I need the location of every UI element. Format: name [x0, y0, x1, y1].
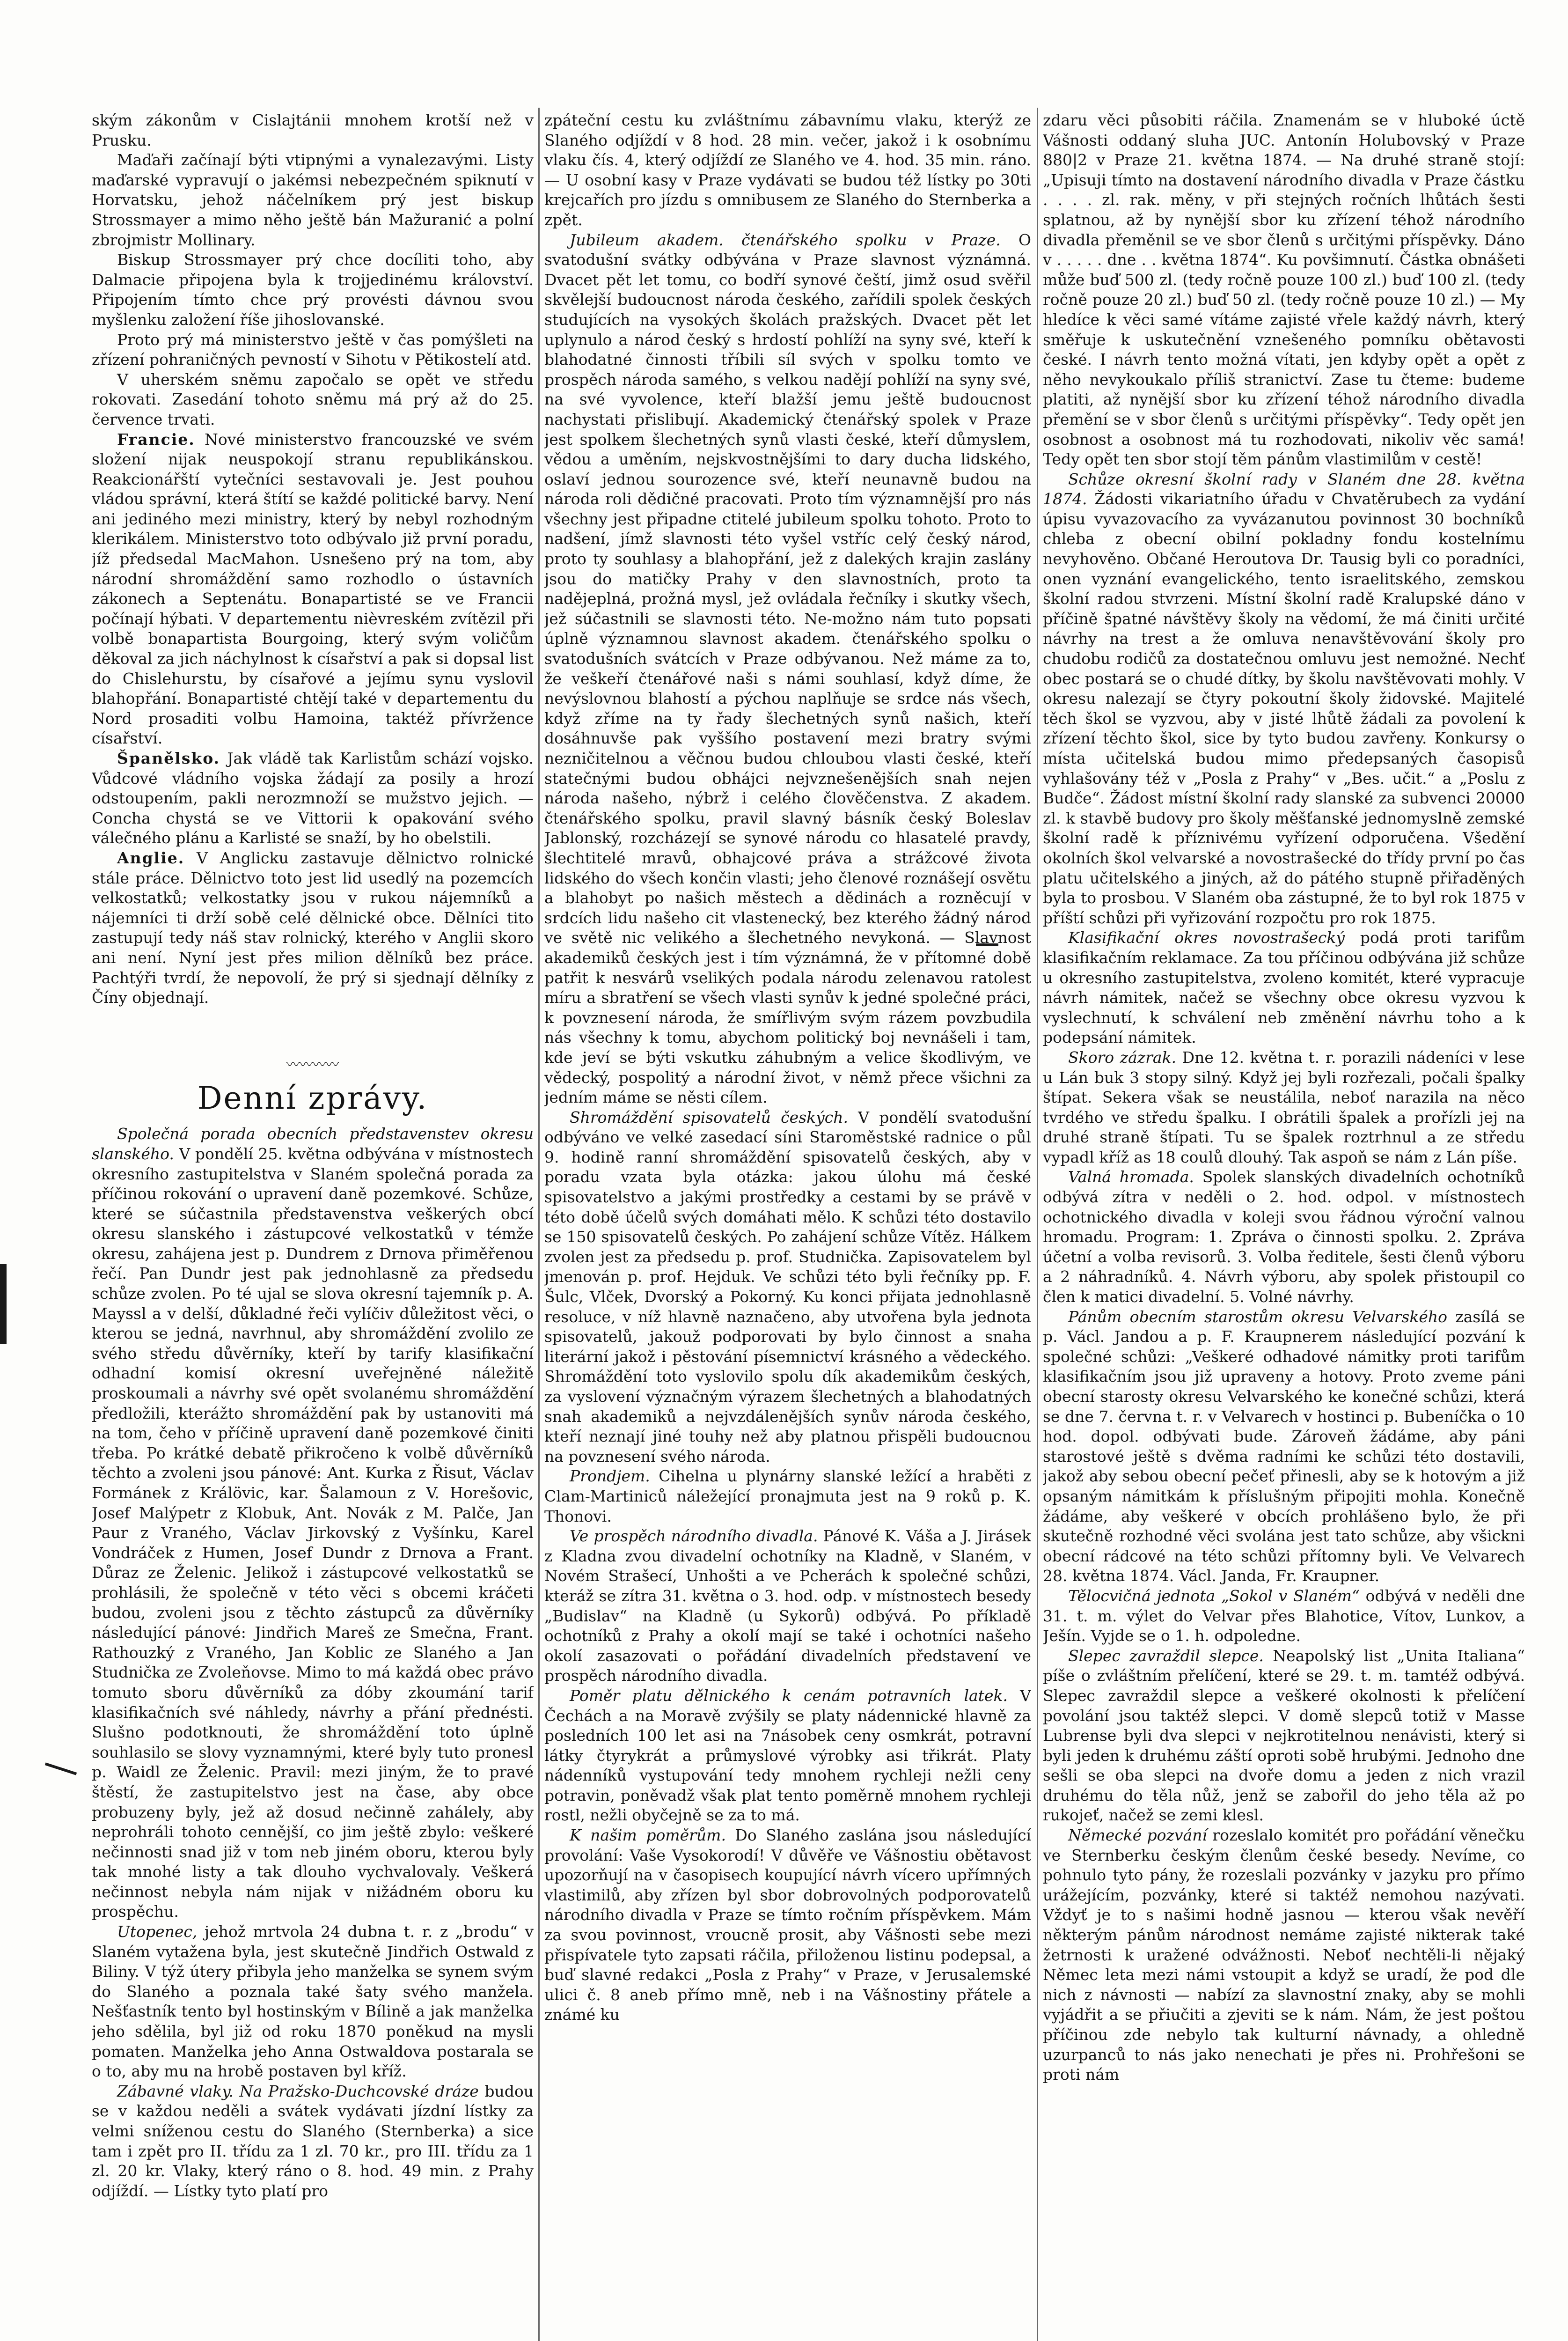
column-2: [544, 110, 1031, 2341]
article-paragraph: ským zákonům v Cislajtánii mnohem krotší než v Prusku.: [92, 111, 534, 149]
news-item-text: zasílá se p. Václ. Jandou a p. F. Kraupnerem následující pozvání k společné schůzi: „Veškeré odhadové námitky proti tarifům klasifikačním jsou již upraveny a hotovy. Proto zveme páni obecní starosty okresu Velvarského ke konečné schůzi, která se dne 7. června t. r. v Velvarech v hostinci p. Bubeníčka o 10 hod. dopol. odbývati bude. Zároveň žádáme, aby páni starostové ještě s dvěma radními ke schůzi této dostavili, jakož aby sebou obecní pečeť přinesli, aby se k hotovým a již opsaným námitkám k příslušným připojiti mohla. Konečně žádáme, aby veškeré v obcích prohlášeno bylo, že při skutečně rozhodné věci svolána jest tato schůze, aby všickni obecní rádcové na této schůzi přítomny byli. Ve Velvarech 28. května 1874. Václ. Janda, Fr. Kraupner.: [1043, 1307, 1525, 1585]
column-3: [1043, 110, 1525, 2341]
news-item-title: Valná hromada.: [1068, 1168, 1194, 1186]
news-item: [544, 1826, 1031, 2025]
news-item-title: Zábavné vlaky. Na Pražsko-Duchcovské dráze: [117, 2082, 479, 2100]
news-item-text: Pánové K. Váša a J. Jirásek z Kladna zvou divadelní ochotníky na Kladně, v Slaném, v Novém Strašecí, Unhošti a ve Pcherách k společné schůzi, kteráž se zítra 31. května o 3. hod. odp. v místnostech besedy „Budislav“ na Kladně (u Sykorů) odbývá. Po příkladě ochotníků z Prahy a okolí mají se také i ochotníci našeho okolí zasazovati o pořádání divadelních představení ve prospěch národního divadla.: [544, 1527, 1031, 1685]
column-rule: [538, 108, 540, 2341]
news-item: [1043, 1167, 1525, 1307]
news-item: [92, 1922, 534, 2082]
news-item-text: budou se v každou neděli a svátek vydávati jízdní lístky za velmi sníženou cestu do Slaného (Sternberka) a sice tam i zpět pro II. třídu za 1 zl. 70 kr., pro III. třídu za 1 zl. 20 kr. Vlaky, který ráno o 8. hod. 49 min. z Prahy odjíždí. — Lístky tyto platí pro: [92, 2082, 534, 2200]
article-text: V Anglicku zastavuje dělnictvo rolnické stále práce. Dělnictvo toto jest lid usedlý na pozemcích velkostatků; velkostatky jsou v rukou nájemníků a nájemníci ti drží sobě celé dělnické obce. Dělníci tito zastupují tedy náš stav rolnický, kterého v Anglii skoro ani není. Nyní jest přes milion dělníků bez práce. Pachtýři tvrdí, že nepovolí, že prý si sjednají dělníky z Číny objednají.: [92, 848, 534, 1007]
section-ornament: 〰〰〰〰: [286, 1056, 339, 1072]
article-paragraph: [92, 848, 534, 1008]
news-item: [544, 1686, 1031, 1826]
article-text: Nové ministerstvo francouzské ve svém složení nijak neuspokojí stranu republikánskou. Reakcionářští vytečníci sestavovali je. Jest pouhou vládou správní, která štítí se každé politické barvy. Není ani jediného mezi ministry, který by nebyl rozhodným klerikálem. Ministerstvo toto odbývalo již první poradu, jíž předsedal MacMahon. Usnešeno prý na tom, aby národní shromáždění samo rozhodlo o ústavních zákonech a Septenátu. Bonapartisté se ve Francii počínají hýbati. V departementu nièvreském zvítězil při volbě bonapartista Bourgoing, který svým voličům děkoval za jich náchylnost k císařství a pak si dopsal list do Chislehurstu, by císařové a jejímu synu vyslovil blahopřání. Bonapartisté chtějí také v departementu du Nord prosaditi volbu Hamoina, taktéž přívržence císařství.: [92, 430, 534, 748]
news-item-text: V Čechách a na Moravě zvýšily se platy nádennické hlavně za posledních 100 let asi na 7násobek ceny osmkrát, potravní látky čtyrykrát a průmyslové výrobky asi třikrát. Platy nádenníků vystupování tedy mnohem rychleji nežli ceny potravin, poněvadž však plat tento poměrně mnohem rychleji rostl, nežli obyčejně se za to má.: [544, 1686, 1031, 1825]
article-paragraph: [92, 749, 534, 848]
news-item-title: Jubileum akadem. čtenářského spolku v Praze.: [570, 230, 1001, 249]
news-item-title: Schůze okresní školní rady v Slaném dne 28. května 1874.: [1043, 470, 1525, 508]
news-item: [92, 1124, 534, 1922]
news-item: [1043, 1586, 1525, 1646]
news-item-title: Skoro zázrak.: [1068, 1048, 1177, 1067]
article-paragraph: [92, 430, 534, 749]
country-heading: Španělsko.: [117, 749, 220, 767]
column-rule: [1037, 108, 1038, 2341]
news-item-text: podá proti tarifům klasifikačním reklamace. Za tou příčinou odbývána již schůze u okresního zastupitelstva, zvoleno komitét, které vypracuje návrh námitek, načež se všechny obce okresu vyzvou k vyslechnutí, k schválení neb změnění návrhu toho a k podepsání námitek.: [1043, 928, 1525, 1047]
news-item-text: V pondělí svatodušní odbýváno ve velké zasedací síni Staroměstské radnice o půl 9. hodině ranní shromáždění spisovatelů českých, aby v poradu vzata byla otázka: jakou úlohu má české spisovatelstvo a jakými prostředky a cestami by se právě v této době účelů svých domáhati mělo. K schůzi této dostavilo se 150 spisovatelů českých. Po zahájení schůze Vítěz. Hálkem zvolen jest za předsedu p. prof. Studnička. Zapisovatelem byl jmenován p. prof. Hejduk. Ve schůzi této byli řečníky pp. F. Šulc, Vlček, Dvorský a Pokorný. Ku konci přijata jednohlasně resoluce, v níž hlavně naznačeno, aby utvořena byla jednota spisovatelů, jakouž podporovati by bylo činnost a snaha literární jakož i pěstování písemnictví krásného a vědeckého. Shromáždění toto vyslovilo spolu dík akademikům českých, za vyslovení význačným výrazem šlechetných a blahodatných snah akademiků a nejvzdálenějších synův národa českého, kteří neznají jiné touhy než aby platnou přispěli budoucnou na povznesení svého národa.: [544, 1108, 1031, 1465]
news-item-text: Žádosti vikariatního úřadu v Chvatěrubech za vydání úpisu vyvazovacího za vyvázanutou povinnost 30 bochníků chleba z obecní obilní pokladny fondu kostelnímu nevyhověno. Občané Heroutova Dr. Tausig byli co poradníci, onen vyznání evangelického, tento israelitského, zemskou školní radou stvrzeni. Místní školní radě Kralupské dáno v příčině špatné návštěvy školy na vědomí, že má činiti určité návrhy na trest a že omluva nenavštěvování školy pro chudobu rodičů za dostatečnou omluvu jest nemožné. Nechť obec postará se o chudé dítky, by školu navštěvovati mohly. V okresu nalezají se čtyry pokoutní školy židovské. Majitelé těch škol se vyzvou, aby v jisté lhůtě žádali za povolení k zřízení těchto škol, sice by tyto budou zavřeny. Konkursy o místa učitelská budou mimo předepsaných časopisů vyhlašovány též v „Posla z Prahy“ v „Bes. učit.“ a „Poslu z Budče“. Žádost místní školní rady slanské za subvenci 20000 zl. k stavbě budovy pro školy měšťanské jednomyslně zemské školní radě k příznivému vyřízení odporučena. Všedění okolních škol velvarské a novostrašecké do třídy první po čas platu učitelského a jiných, až do pátého stupně přiřaděných byla to prosbou. V Slaném oba zástupné, že to byl rok 1875 v příští schůzi při vyřizování rozpočtu pro rok 1875.: [1043, 490, 1525, 927]
scan-artifact-mark: [45, 1762, 77, 1775]
news-item-title: Prondjem.: [570, 1467, 650, 1486]
country-heading: Francie.: [117, 430, 195, 449]
news-item-title: Utopenec,: [117, 1922, 198, 1941]
article-paragraph: zdaru věci působiti ráčila. Znamenám se v hluboké úctě Vášnosti oddaný sluha JUC. Antonín Holubovský v Praze 880|2 v Praze 21. května 1874. — Na druhé straně stojí: „Upisuji tímto na dostavení národního divadla v Praze částku . . . . zl. rak. měny, v při stejných ročních lhůtách šesti splatnou, až by nynější sbor ku zřízení téhož národního divadla přeměnil se ve sbor členů s určitými příspěvky. Dáno v . . . . . dne . . května 1874“. Ku povšimnutí. Částka obnášeti může buď 500 zl. (tedy ročně pouze 100 zl.) buď 100 zl. (tedy ročně pouze 20 zl.) buď 50 zl. (tedy ročně pouze 10 zl.) — My hledíce k věci samé vítáme zajisté vřele každý návrh, který směřuje k uskutečnění vznešeného pomníku obětavosti české. I návrh tento možná vítati, jen kdyby opět a opět z něho nevykoukalo příliš stranictví. Zase tu čteme: budeme platiti, až nynější sbor ku zřízení téhož národního divadla přemění se v sbor členů s určitými příspěvky“. Tedy opět jen osobnost a osobnost má tu rozhodovati, nikoliv věc samá! Tedy opět ten sbor stojí těm pánům vlastimilům v cestě!: [1043, 111, 1525, 469]
news-item-text: V pondělí 25. května odbývána v místnostech okresního zastupitelstva v Slaném společná porada za příčinou rokování o upravení daně pozemkové. Schůze, které se súčastnila představenstva veškerých obcí okresu slanského i zástupcové velkostatků v témže okresu, zahájena jest p. Dundrem z Drnova přiměřenou řečí. Pan Dundr jest pak jednohlasně za předsedu schůze zvolen. Po té ujal se slova okresní tajemník p. A. Mayssl a v delší, důkladné řeči vylíčiv důležitost věci, o kterou se jedná, navrhnul, aby shromáždění zvolilo ze svého středu důvěrníky, kteří by tarify klasifikační odhadní komisí okresní uveřejněné náležitě proskoumali a návrhy své opět svolanému shromáždění předložili, kterážto shromáždění pak by ustanoviti má na tom, čeho v příčině upravení daně pozemkové činiti třeba. Po krátké debatě přikročeno k volbě důvěrníků těchto a zvoleni jsou pánové: Ant. Kurka z Řisut, Václav Formánek z Králövic, kar. Šalamoun z V. Horešovic, Josef Malýpetr z Klobuk, Ant. Novák z M. Palče, Jan Paur z Vraného, Václav Jirkovský z Vyšínku, Karel Vondráček z Humen, Josef Dundr z Drnova a Frant. Důraz ze Želenic. Jelikož i zástupcové velkostatků se prohlásili, že společně v této věci s obcemi kráčeti budou, zvoleni jsou z těchto zástupců za důvěrníky následující pánové: Jindřich Mareš ze Smečna, Frant. Rathouzký z Vraného, Jan Koblic ze Slaného a Jan Studnička ze Zvoleňovse. Mimo to má každá obec právo tomuto sboru důvěrníků za dóby zkoumání tarif klasifikačních své náhledy, návrhy a přání přednésti. Slušno podotknouti, že shromáždění toto úplně souhlasilo se slovy vyznamnými, které byly tuto pronesl p. Waidl ze Želenic. Pravil: mezi jiným, že to pravé štěstí, že zastupitelstvo jest na čase, aby obce probuzeny byly, jež až dosud nečinně zahálely, aby neprohráli tohoto cennější, co jim ještě zbylo: veškeré nečinnosti snad již v tom neb jiném oboru, kterou byly tak mnohé listy a tak dlouho vychvalovaly. Veškerá nečinnost nebyla nám nijak v nižádném oboru ku prospěchu.: [92, 1144, 534, 1921]
news-item-text: rozeslalo komitét pro pořádání věnečku ve Sternberku českým členům české besedy. Nevíme, co pohnulo tyto pány, že rozeslali pozvánky v jazyku pro přímo urážejícím, pozvánky, které si taktéž nemohou nazývati. Vždyť je to s našimi hodně jasnou — kterou však nevěří některým pánům národnost nemáme zajisté nikterak také žetrnosti k uražené odvážnosti. Neboť nechtěli-li nějaký Němec leta mezi námi vstoupit a když se uradí, že pod dle nich z návnosti — nabízí za slavnostní znaky, aby se mohli vyjádřit a se přiučiti a zjeviti se k nám. Nám, že jest poštou příčinou zde nebylo tak kulturní návnady, a ohledně uzurpanců to nás jako nenechati je přes ni. Prohřešoni se proti nám: [1043, 1826, 1525, 2084]
news-item-title: Ve prospěch národního divadla.: [570, 1527, 818, 1546]
news-item: [1043, 1646, 1525, 1826]
news-item: [544, 230, 1031, 1108]
article-paragraph: Biskup Strossmayer prý chce docíliti toho, aby Dalmacie připojena byla k trojjedinému království. Připojením tímto chce prý provésti dávnou svou myšlenku založení říše jihoslovanské.: [92, 250, 534, 329]
news-item: [1043, 1048, 1525, 1168]
news-item-text: Dne 12. května t. r. porazili nádeníci v lese u Lán buk 3 stopy silný. Když jej byli rozřezali, počali špalky štípat. Sekera však se neustálila, neboť narazila na něco tvrdého ve středu špalku. I obrátili špalek a prořízli jej na druhé straně štípati. Tu se špalek roztrhnul a ze středu vypadl kříž as 18 coulů dlouhý. Tak aspoň se nám z Lán píše.: [1043, 1048, 1525, 1166]
country-heading: Anglie.: [117, 848, 185, 867]
news-item: [544, 1108, 1031, 1467]
news-item: [1043, 470, 1525, 928]
news-item-text: Cihelna u plynárny slanské ležící a hraběti z Clam-Martiniců náležející pronajmuta jest na 9 roků p. K. Thonovi.: [544, 1467, 1031, 1525]
news-item: [544, 1466, 1031, 1526]
news-item-text: Do Slaného zaslána jsou následující provolání: Vaše Vysokorodí! V důvěře ve Vášnostiu obětavost upozorňují na v časopisech koupující návrh vícero upřímných vlastimilů, aby zřízen byl sbor dobrovolných podporovatelů národního divadla v Praze se tímto ročním příspěvkem. Mám za svou povinnost, vroucně prosit, aby Vášnosti sebe mezi přispívatele tyto zapsati ráčila, přiloženou listinu podepsal, a buď slavné redakci „Posla z Prahy“ v Praze, v Jerusalemské ulici č. 8 aneb přímo mně, neb i na Vášnostiny přátele a známé ku: [544, 1826, 1031, 2024]
news-item-title: Poměr platu dělnického k cenám potravních latek.: [570, 1686, 1008, 1705]
news-item-title: K našim poměrům.: [570, 1826, 726, 1845]
section-title: Denní zprávy.: [197, 1080, 428, 1117]
spacer: [92, 1008, 534, 1036]
news-item-title: Pánům obecním starostům okresu Velvarského: [1068, 1307, 1447, 1326]
news-item-title: Klasifikační okres novostrašecký: [1068, 928, 1345, 947]
news-item: [544, 1526, 1031, 1686]
article-paragraph: zpáteční cestu ku zvláštnímu zábavnímu vlaku, kterýž ze Slaného odjíždí v 8 hod. 28 min. večer, jakož i k osobnímu vlaku čís. 4, který odjíždí ze Slaného ve 4. hod. 35 min. ráno. — U osobní kasy v Praze vydávati se budou též lístky po 30ti krejcařích pro jízdu s omnibusem ze Slaného do Sternberka a zpět.: [544, 111, 1031, 229]
article-text: Jak vládě tak Karlistům schází vojsko. Vůdcové vládního vojska žádají za posily a hrozí odstoupením, pakli nerozmnoží se mužstvo jejich. — Concha chystá se ve Vittorii k opakování svého válečného plánu a Karlisté se snaží, by ho obelstili.: [92, 749, 534, 847]
news-item-title: Shromáždění spisovatelů českých.: [570, 1108, 848, 1126]
article-paragraph: Proto prý má ministerstvo ještě v čas pomýšleti na zřízení pohraničných pevností v Sihotu v Pětikostelí atd.: [92, 330, 534, 369]
news-item-text: odbývá v neděli dne 31. t. m. výlet do Velvar přes Blahotice, Vítov, Lunkov, a Ješín. Vyjde se o 1. h. odpoledne.: [1043, 1586, 1525, 1645]
news-item-text: Spolek slanských divadelních ochotníků odbývá zítra v neděli o 2. hod. odpol. v místnostech ochotnického divadla v koleji svou řádnou výroční valnou hromadu. Program: 1. Zpráva o činnosti spolku. 2. Zpráva účetní a volba revisorů. 3. Volba ředitele, šesti členů výboru a 2 náhradníků. 4. Návrh výboru, aby spolek přistoupil co člen k matici divadelní. 5. Volné návrhy.: [1043, 1168, 1525, 1306]
column-1: [92, 110, 534, 2341]
news-item-title: Německé pozvání: [1068, 1826, 1208, 1845]
news-item: [1043, 1307, 1525, 1586]
news-item-title: Slepec zavraždil slepce.: [1068, 1646, 1264, 1665]
news-item: [92, 2082, 534, 2201]
article-paragraph: V uherském sněmu započalo se opět ve středu rokovati. Zasedání tohoto sněmu má prý až do 25. července trvati.: [92, 370, 534, 428]
news-item-text: O svatodušní svátky odbývána v Praze slavnost význámná. Dvacet pět let tomu, co bodří synové čeští, jimž osud svěřil skvělejší budoucnost národa českého, zařídili spolek českých studujících na vysokých školách pražských. Dvacet pět let uplynulo a národ český s hrdostí pohlíží na syny své, kteří k blahodatné činnosti tříbili síl svých v spolku tomto ve prospěch národa samého, s velkou nadějí pohlíží na syny své, na své vyvolence, kteří blažší jemu ještě budoucnost nachystati přislibují. Akademický čtenářský spolek v Praze jest spolkem šlechetných synů vlasti české, kteří důmyslem, vědou a uměním, nejskvostnějšími to dary ducha lidského, oslaví jednou sourozence své, kteří neunavně budou na národa roli dědičné pracovati. Proto tím významnější pro nás všechny jest připadne ctitelé jubileum spolku tohoto. Proto to nadšení, jímž slavnosti této vyšel vstříc celý český národ, proto ty souhlasy a blahopřání, jež z dalekých krajin zaslány jsou do matičky Prahy v den slavnostních, proto ta nadějeplná, prožná mysl, jež ovládala řečníky i skutky všech, jež súčastnili se slavnosti této. Ne-možno nám tuto popsati úplně významnou slavnost akadem. čtenářského spolku o svatodušních svátcích v Praze odbývanou. Než máme za to, že veškeří čtenářové naši s námi souhlasí, když díme, že nevýslovnou blahostí a pýchou naplňuje se srdce nás všech, když zříme na ty řady šlechetných synů našich, kteří dosáhnuvše pak vyššího postavení mezi bratry svými nezničitelnou a věčnou budou chloubou vlasti české, kteří statečnými budou obhájci nejvznešenějších snah nejen národa našeho, nýbrž i celého člověčenstva. Z akadem. čtenářského spolku, pravil slavný básník český Boleslav Jablonský, rozcházejí se synové národu co hlasatelé pravdy, šlechtitelé mravů, obhajcové práva a strážcové života lidského do všech končin vlasti; jeho členové roznášejí osvětu a blahobyt po našich městech a dědinách a rozněcují v srdcích lidu našeho cit vlastenecký, bez kterého žádný národ ve světě nic velikého a šlechetného nevykoná. — Slavnost akademiků českých jest i tím význámná, že v přítomné době patřit k nesvárů vselikých podala národu zelenavou ratolest míru a sbratření se všech vlasti synův k jedné společné práci, k povznesení národa, že smířlivým svým rázem povzbudila nás všechny k tomu, abychom politický boj nevnášeli i tam, kde jeví se býti vskutku záhubným a velice škodlivým, ve vědecký, pospolitý a národní život, v němž přece všichni za jedním máme se něsti cílem.: [544, 230, 1031, 1107]
news-item-title: Společná porada obecních představenstev okresu slanského.: [92, 1125, 534, 1163]
news-item: [1043, 928, 1525, 1048]
news-item: [1043, 1826, 1525, 2085]
news-item-text: Neapolský list „Unita Italiana“ píše o zvláštním přelíčení, které se 29. t. m. tamtéž odbývá. Slepec zavraždil slepce a veškeré okolnosti k přelíčení povolání jsou taktéž slepci. V domě slepců totiž v Masse Lubrense byli dva slepci v nejkrotitelnou nenávisti, který si byli jeden k druhému záští oproti sobě hrubými. Jednoho dne sešli se oba slepci na dvoře domu a jeden z nich vrazil druhému do těla nůž, jenž se zabořil do jeho těla až po rukojeť, načež se zemi klesl.: [1043, 1646, 1525, 1825]
scan-artifact-mark: [0, 1264, 7, 1344]
article-paragraph: Maďaři začínají býti vtipnými a vynalezavými. Listy maďarské vypravují o jakémsi nebezpečném spiknutí v Horvatsku, jehož náčelníkem prý jest biskup Strossmayer a mimo něho ještě bán Mažuranić a polní zbrojmistr Mollinary.: [92, 151, 534, 249]
news-item-title: Tělocvičná jednota „Sokol v Slaném“: [1068, 1586, 1360, 1605]
news-item-text: jehož mrtvola 24 dubna t. r. z „brodu“ v Slaném vytažena byla, jest skutečně Jindřich Ostwald z Biliny. V týž útery přibyla jeho manželka se synem svým do Slaného a poznala také šaty svého manžela. Nešťastník tento byl hostinským v Bílině a jak manželka jeho sdělila, byl již od roku 1870 poněkud na mysli pomaten. Manželka jeho Anna Ostwaldova postarala se o to, aby mu na hrobě postaven byl kříž.: [92, 1922, 534, 2081]
